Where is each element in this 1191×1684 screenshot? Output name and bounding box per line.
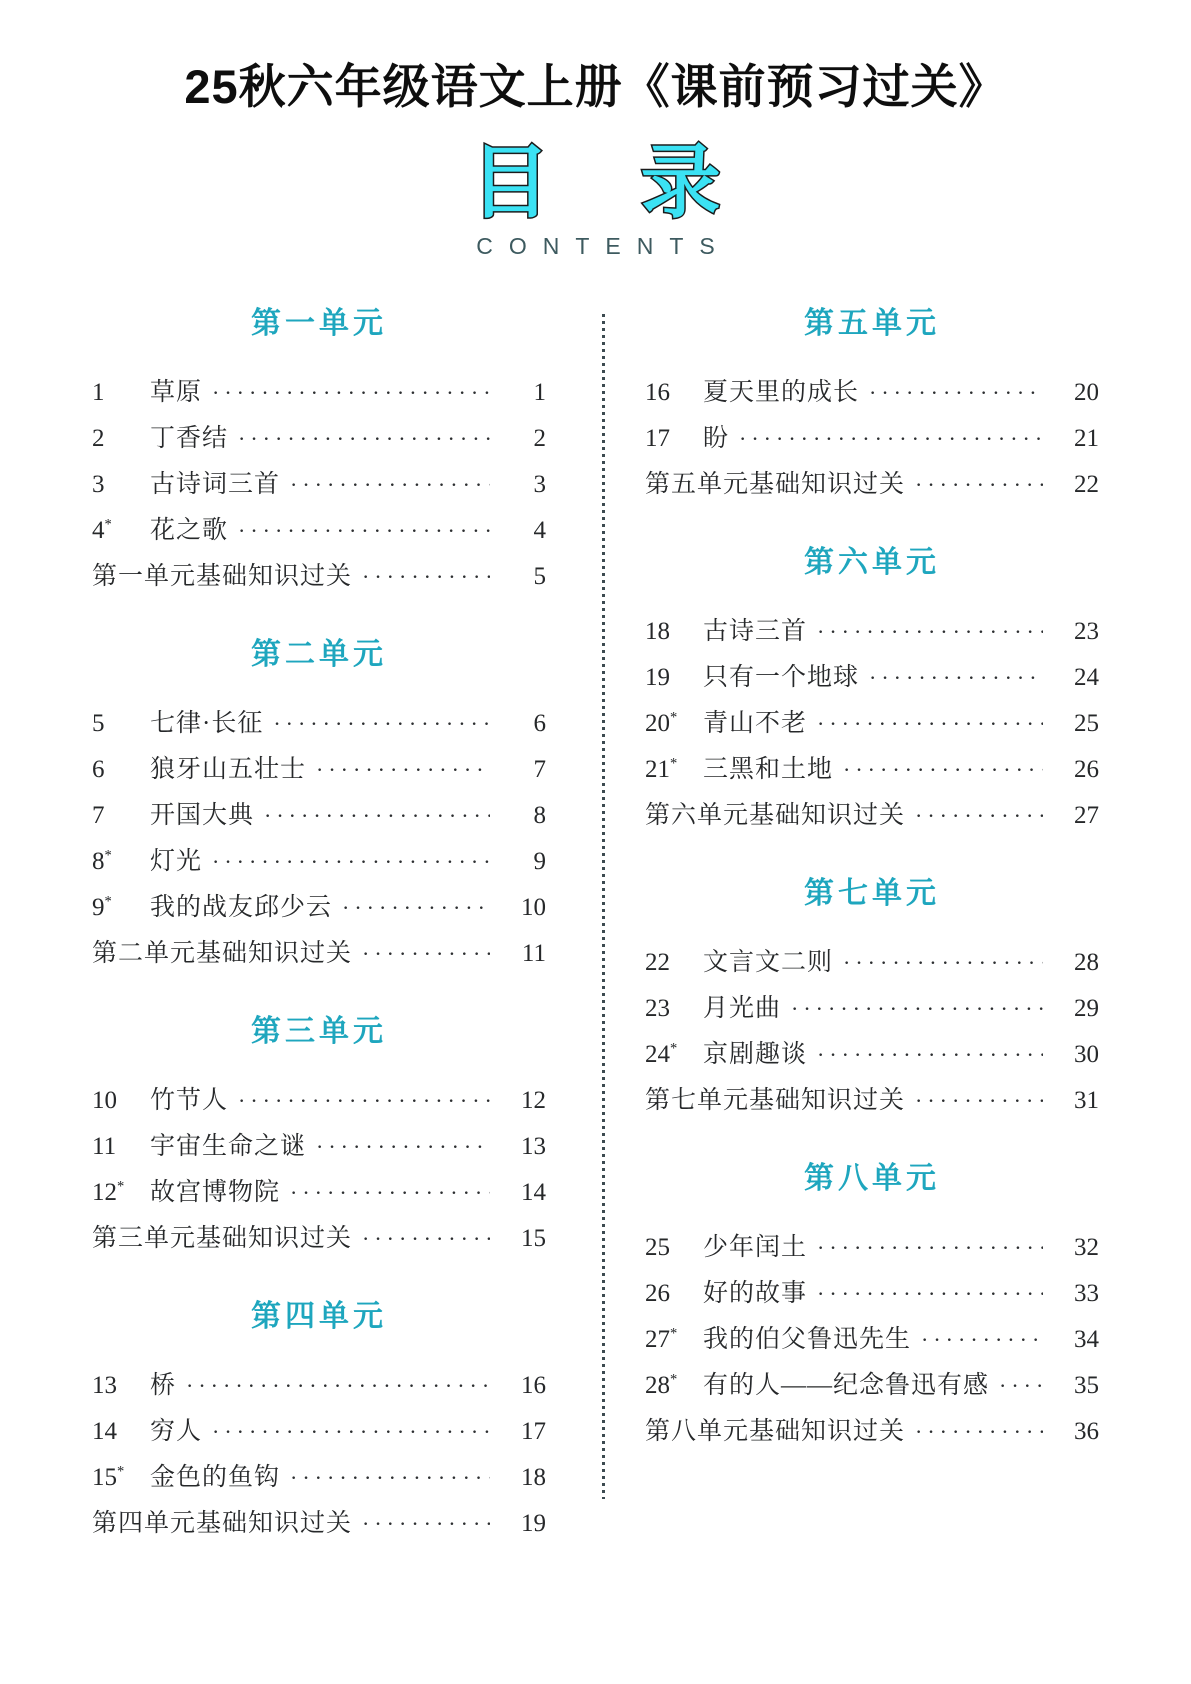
toc-section xyxy=(92,629,546,966)
toc-entry xyxy=(645,1419,1099,1444)
lesson-title: 宇宙生命之谜 xyxy=(150,1133,307,1160)
dot-leader xyxy=(362,1228,490,1250)
page-number: 5 xyxy=(533,563,546,590)
toc-section xyxy=(645,868,1099,1113)
dot-leader xyxy=(915,474,1043,496)
toc-entry xyxy=(92,849,546,874)
page-number: 10 xyxy=(521,894,546,921)
page-number: 21 xyxy=(1074,425,1099,452)
lesson-title: 第八单元基础知识过关 xyxy=(645,1418,906,1445)
toc-column-right xyxy=(605,294,1099,1557)
dot-leader xyxy=(817,1283,1043,1305)
dot-leader xyxy=(921,1329,1043,1351)
page-number: 16 xyxy=(521,1372,546,1399)
toc-entry xyxy=(92,757,546,782)
lesson-title: 我的战友邱少云 xyxy=(150,894,333,921)
page-number: 33 xyxy=(1074,1280,1099,1307)
toc-entry xyxy=(645,1281,1099,1306)
lesson-title: 少年闰土 xyxy=(703,1234,808,1261)
dot-leader xyxy=(915,1421,1043,1443)
dot-leader xyxy=(212,382,490,404)
lesson-title: 草原 xyxy=(150,379,203,406)
lesson-title: 第四单元基础知识过关 xyxy=(92,1510,353,1537)
lesson-title: 花之歌 xyxy=(150,517,229,544)
toc-entry xyxy=(645,380,1099,405)
toc-entry xyxy=(645,1088,1099,1113)
toc-heading-chinese: 目 录 xyxy=(470,138,755,227)
toc-column-left xyxy=(92,294,602,1557)
toc-entry xyxy=(645,950,1099,975)
page-number: 34 xyxy=(1074,1326,1099,1353)
unit-heading: 第六单元 xyxy=(804,546,940,579)
lesson-title: 三黑和土地 xyxy=(703,756,834,783)
page-number: 18 xyxy=(521,1464,546,1491)
dot-leader xyxy=(362,1513,490,1535)
lesson-number: 18 xyxy=(645,618,670,645)
lesson-title: 狼牙山五壮士 xyxy=(150,756,307,783)
toc-entry xyxy=(645,757,1099,782)
toc-heading-english: CONTENTS xyxy=(476,233,731,259)
page-number: 31 xyxy=(1074,1087,1099,1114)
page-number: 30 xyxy=(1074,1041,1099,1068)
toc-entry xyxy=(645,1327,1099,1352)
dot-leader xyxy=(290,1182,490,1204)
unit-heading: 第八单元 xyxy=(804,1162,940,1195)
dot-leader xyxy=(915,1090,1043,1112)
lesson-title: 开国大典 xyxy=(150,802,255,829)
lesson-number: 20* xyxy=(645,709,678,737)
lesson-number: 14 xyxy=(92,1418,117,1445)
dot-leader xyxy=(264,805,490,827)
page-number: 28 xyxy=(1074,949,1099,976)
dot-leader xyxy=(362,566,490,588)
page-number: 22 xyxy=(1074,471,1099,498)
dot-leader xyxy=(212,1421,490,1443)
lesson-number: 11 xyxy=(92,1133,117,1160)
page-number: 11 xyxy=(521,940,546,967)
lesson-title: 文言文二则 xyxy=(703,949,834,976)
toc-entry xyxy=(645,803,1099,828)
toc-entry xyxy=(92,1419,546,1444)
page-number: 15 xyxy=(521,1225,546,1252)
toc-section xyxy=(645,537,1099,828)
toc-entry xyxy=(92,1088,546,1113)
page-number: 12 xyxy=(521,1087,546,1114)
page-number: 4 xyxy=(533,517,546,544)
toc-entry xyxy=(92,1373,546,1398)
lesson-title: 第一单元基础知识过关 xyxy=(92,563,353,590)
page-number: 7 xyxy=(533,756,546,783)
unit-heading: 第五单元 xyxy=(804,307,940,340)
page-number: 17 xyxy=(521,1418,546,1445)
toc-entry xyxy=(92,803,546,828)
lesson-number: 3 xyxy=(92,471,105,498)
lesson-title: 金色的鱼钩 xyxy=(150,1464,281,1491)
toc-columns xyxy=(92,294,1099,1557)
lesson-title: 青山不老 xyxy=(703,710,808,737)
unit-heading: 第七单元 xyxy=(804,877,940,910)
lesson-title: 丁香结 xyxy=(150,425,229,452)
lesson-number: 8* xyxy=(92,847,112,875)
toc-entry xyxy=(645,1235,1099,1260)
lesson-title: 故宫博物院 xyxy=(150,1179,281,1206)
lesson-number: 1 xyxy=(92,379,105,406)
dot-leader xyxy=(342,897,490,919)
toc-entry xyxy=(92,518,546,543)
lesson-number: 17 xyxy=(645,425,670,452)
dot-leader xyxy=(739,428,1043,450)
toc-entry xyxy=(92,472,546,497)
dot-leader xyxy=(238,1090,490,1112)
lesson-title: 第三单元基础知识过关 xyxy=(92,1225,353,1252)
unit-heading: 第四单元 xyxy=(251,1300,387,1333)
lesson-title: 盼 xyxy=(703,425,730,452)
lesson-title: 第二单元基础知识过关 xyxy=(92,940,353,967)
page-number: 25 xyxy=(1074,710,1099,737)
dot-leader xyxy=(817,713,1043,735)
toc-entry xyxy=(92,1226,546,1251)
lesson-number: 19 xyxy=(645,664,670,691)
lesson-number: 9* xyxy=(92,893,112,921)
page-number: 20 xyxy=(1074,379,1099,406)
toc-entry xyxy=(92,426,546,451)
toc-section xyxy=(645,298,1099,497)
page-number: 1 xyxy=(533,379,546,406)
unit-heading: 第三单元 xyxy=(251,1015,387,1048)
dot-leader xyxy=(290,474,490,496)
dot-leader xyxy=(316,759,490,781)
lesson-title: 月光曲 xyxy=(703,995,782,1022)
page-number: 19 xyxy=(521,1510,546,1537)
dot-leader xyxy=(791,998,1043,1020)
dot-leader xyxy=(869,667,1043,689)
dot-leader xyxy=(290,1467,490,1489)
lesson-number: 10 xyxy=(92,1087,117,1114)
lesson-number: 15* xyxy=(92,1463,125,1491)
toc-entry xyxy=(92,1134,546,1159)
lesson-number: 21* xyxy=(645,755,678,783)
lesson-number: 7 xyxy=(92,802,105,829)
lesson-number: 26 xyxy=(645,1280,670,1307)
toc-entry xyxy=(645,426,1099,451)
lesson-number: 28* xyxy=(645,1371,678,1399)
lesson-title: 古诗词三首 xyxy=(150,471,281,498)
dot-leader xyxy=(817,621,1043,643)
page-number: 35 xyxy=(1074,1372,1099,1399)
page-number: 13 xyxy=(521,1133,546,1160)
dot-leader xyxy=(843,952,1043,974)
lesson-title: 好的故事 xyxy=(703,1280,808,1307)
lesson-title: 穷人 xyxy=(150,1418,203,1445)
lesson-number: 13 xyxy=(92,1372,117,1399)
toc-entry xyxy=(92,1180,546,1205)
lesson-number: 23 xyxy=(645,995,670,1022)
toc-entry xyxy=(92,380,546,405)
dot-leader xyxy=(362,943,490,965)
toc-entry xyxy=(92,564,546,589)
page-number: 36 xyxy=(1074,1418,1099,1445)
toc-entry xyxy=(645,1042,1099,1067)
lesson-title: 夏天里的成长 xyxy=(703,379,860,406)
dot-leader xyxy=(316,1136,490,1158)
lesson-number: 27* xyxy=(645,1325,678,1353)
dot-leader xyxy=(817,1237,1043,1259)
lesson-number: 5 xyxy=(92,710,105,737)
lesson-title: 竹节人 xyxy=(150,1087,229,1114)
page-number: 8 xyxy=(533,802,546,829)
toc-entry xyxy=(92,1511,546,1536)
toc-entry xyxy=(645,619,1099,644)
toc-section xyxy=(645,1153,1099,1444)
dot-leader xyxy=(186,1375,490,1397)
toc-section xyxy=(92,1291,546,1536)
page-number: 3 xyxy=(533,471,546,498)
lesson-title: 京剧趣谈 xyxy=(703,1041,808,1068)
unit-heading: 第二单元 xyxy=(251,638,387,671)
lesson-number: 12* xyxy=(92,1178,125,1206)
dot-leader xyxy=(238,428,490,450)
lesson-number: 22 xyxy=(645,949,670,976)
toc-entry xyxy=(645,711,1099,736)
toc-entry xyxy=(645,996,1099,1021)
lesson-number: 2 xyxy=(92,425,105,452)
toc-entry xyxy=(92,941,546,966)
page-number: 32 xyxy=(1074,1234,1099,1261)
dot-leader xyxy=(238,520,490,542)
unit-heading: 第一单元 xyxy=(251,307,387,340)
lesson-title: 灯光 xyxy=(150,848,203,875)
toc-section xyxy=(92,298,546,589)
lesson-title: 古诗三首 xyxy=(703,618,808,645)
dot-leader xyxy=(817,1044,1043,1066)
dot-leader xyxy=(915,805,1043,827)
page-number: 27 xyxy=(1074,802,1099,829)
toc-entry xyxy=(645,1373,1099,1398)
page-number: 6 xyxy=(533,710,546,737)
page-number: 29 xyxy=(1074,995,1099,1022)
dot-leader xyxy=(843,759,1043,781)
dot-leader xyxy=(273,713,490,735)
page-number: 9 xyxy=(533,848,546,875)
toc-entry xyxy=(645,665,1099,690)
page-number: 24 xyxy=(1074,664,1099,691)
dot-leader xyxy=(869,382,1043,404)
lesson-title: 第六单元基础知识过关 xyxy=(645,802,906,829)
lesson-title: 第五单元基础知识过关 xyxy=(645,471,906,498)
page-number: 23 xyxy=(1074,618,1099,645)
lesson-number: 6 xyxy=(92,756,105,783)
lesson-number: 25 xyxy=(645,1234,670,1261)
lesson-number: 16 xyxy=(645,379,670,406)
lesson-number: 4* xyxy=(92,516,112,544)
toc-entry xyxy=(92,1465,546,1490)
lesson-number: 24* xyxy=(645,1040,678,1068)
lesson-title: 桥 xyxy=(150,1372,177,1399)
lesson-title: 我的伯父鲁迅先生 xyxy=(703,1326,912,1353)
dot-leader xyxy=(212,851,490,873)
lesson-title: 七律·长征 xyxy=(150,710,264,737)
lesson-title: 有的人——纪念鲁迅有感 xyxy=(703,1372,990,1399)
lesson-title: 第七单元基础知识过关 xyxy=(645,1087,906,1114)
toc-entry xyxy=(645,472,1099,497)
toc-entry xyxy=(92,895,546,920)
page-number: 14 xyxy=(521,1179,546,1206)
lesson-title: 只有一个地球 xyxy=(703,664,860,691)
toc-entry xyxy=(92,711,546,736)
page-number: 26 xyxy=(1074,756,1099,783)
page-number: 2 xyxy=(533,425,546,452)
dot-leader xyxy=(999,1375,1043,1397)
book-title: 25秋六年级语文上册《课前预习过关》 xyxy=(184,60,1007,113)
toc-section xyxy=(92,1006,546,1251)
